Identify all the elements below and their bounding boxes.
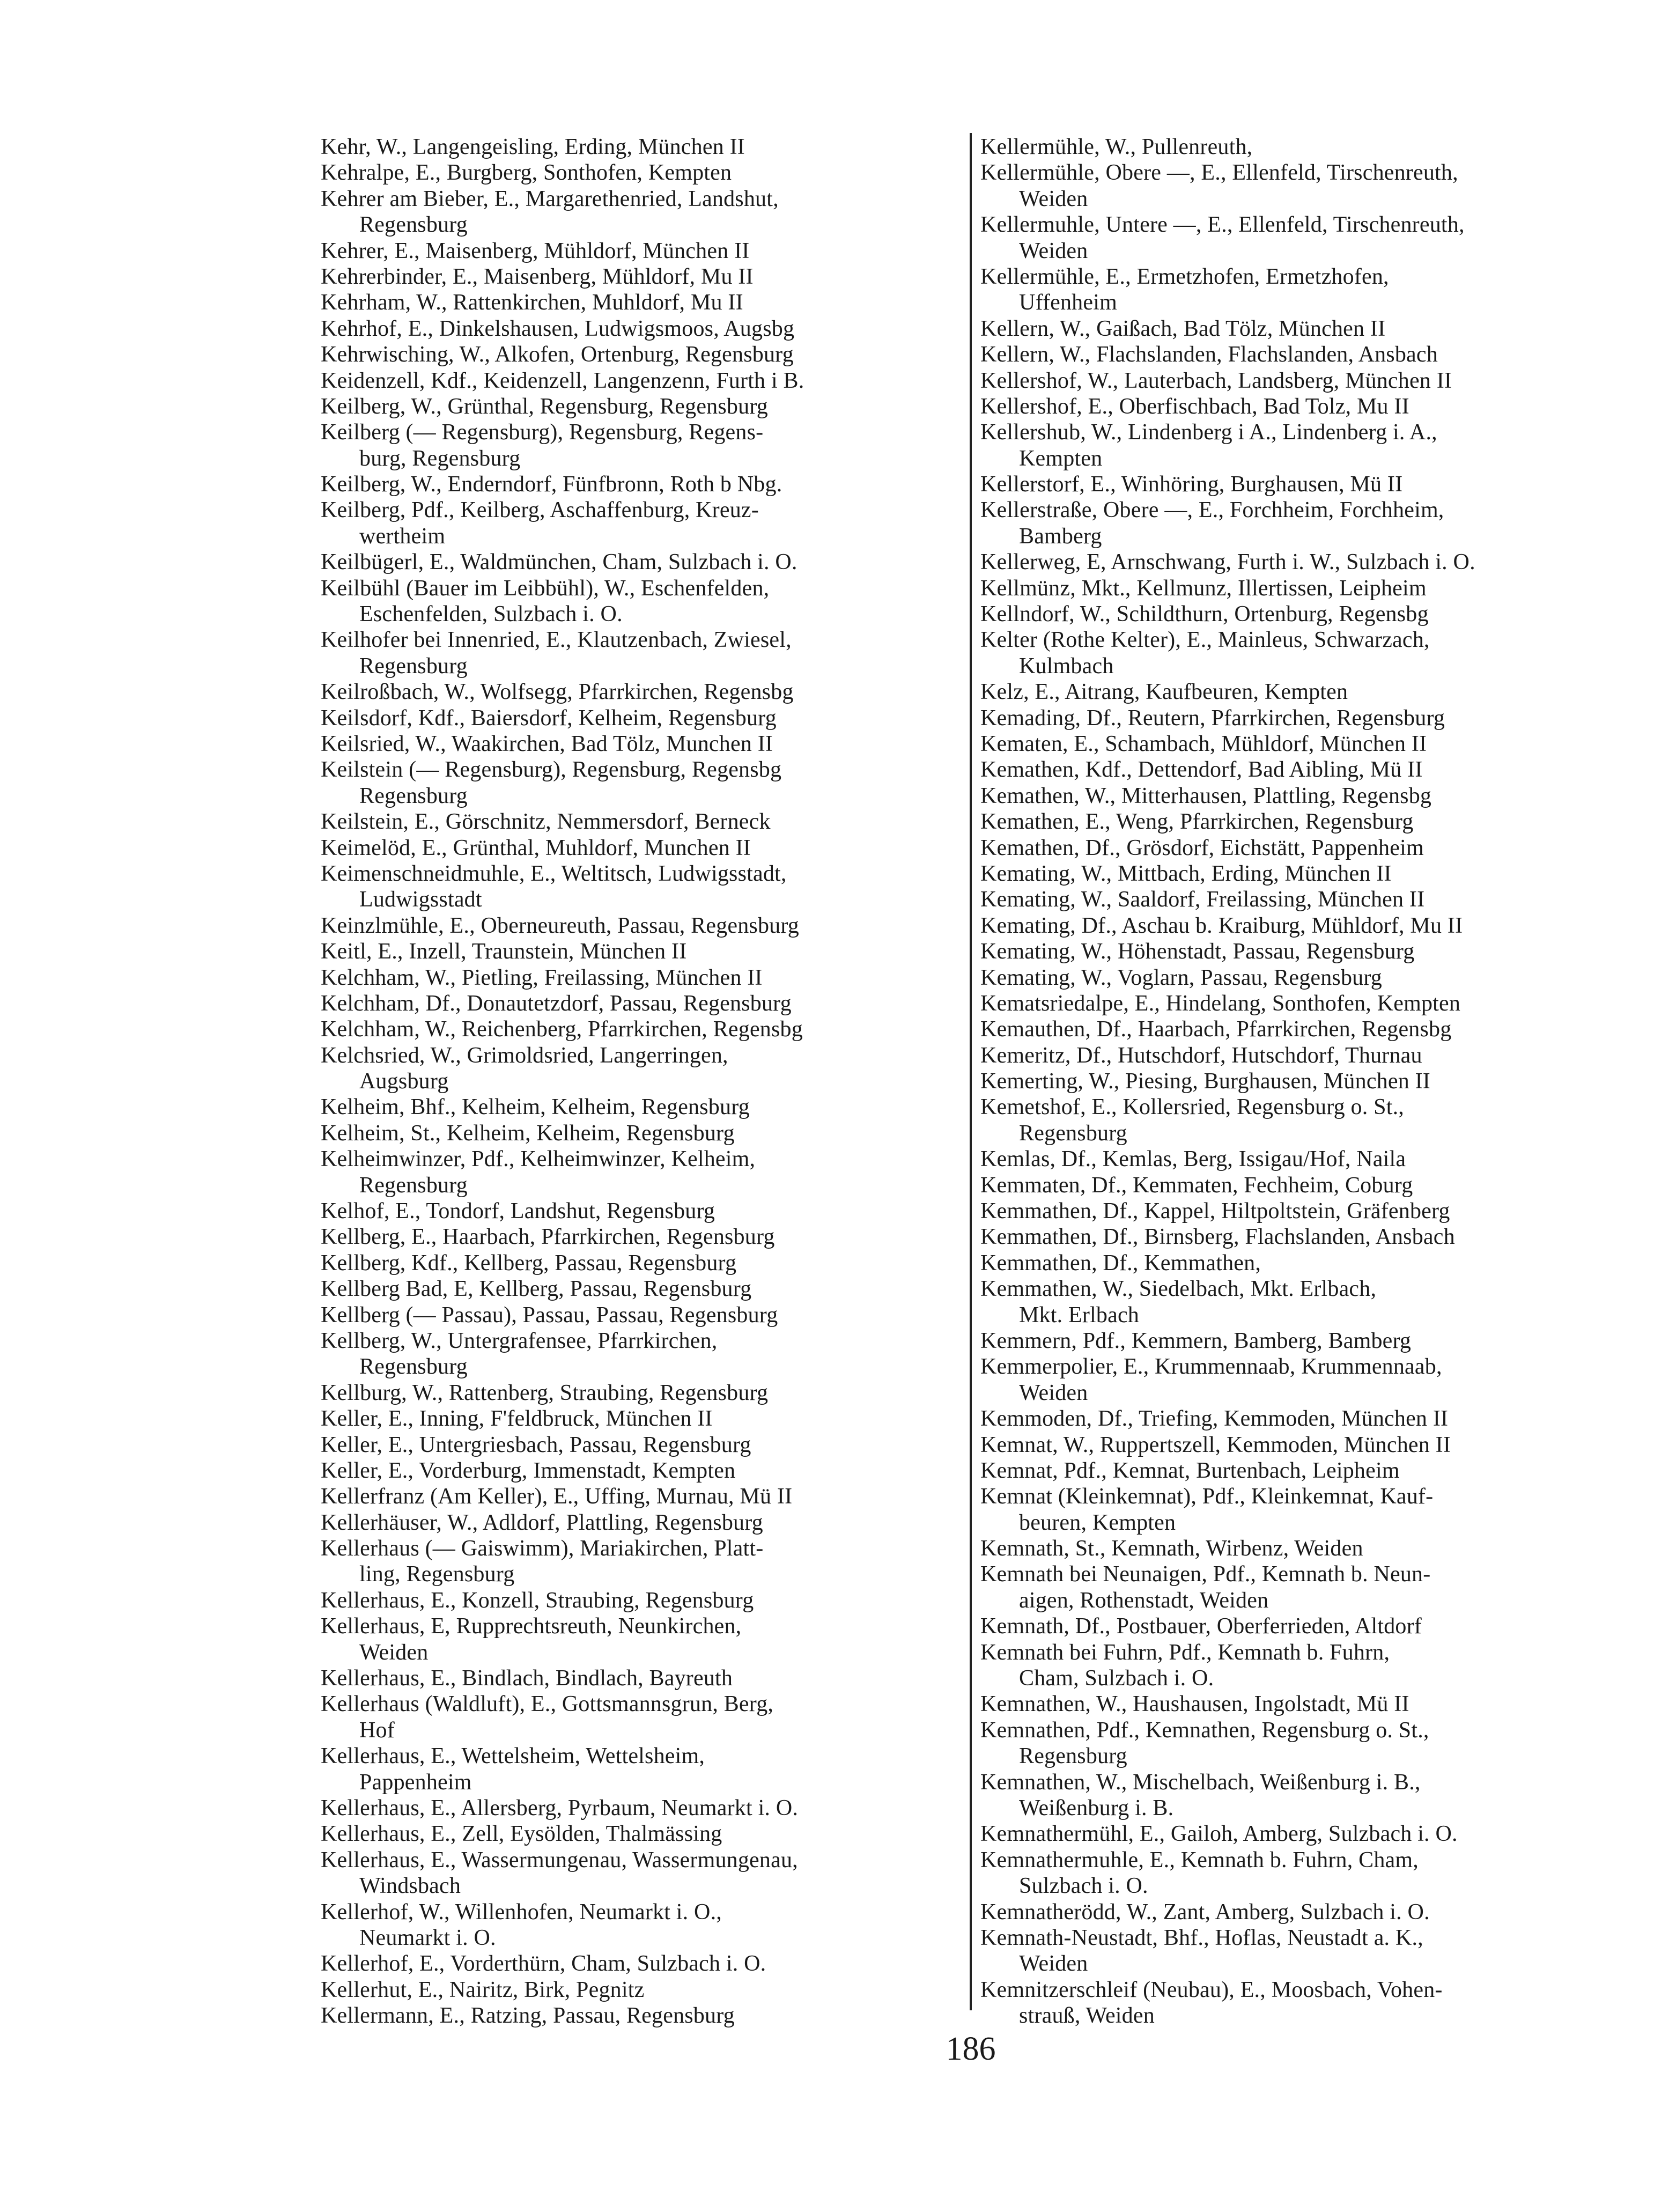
gazetteer-entry	[980, 1691, 1624, 1717]
entry-continuation-line: Regensburg	[359, 783, 468, 808]
entry-line: Kemmern, Pdf., Kemmern, Bamberg, Bamberg	[980, 1328, 1412, 1353]
gazetteer-entry	[321, 264, 964, 290]
gazetteer-entry	[321, 809, 964, 835]
entry-line: Keilberg, W., Enderndorf, Fünfbronn, Roth b Nbg.	[321, 472, 782, 497]
gazetteer-entry	[980, 471, 1624, 497]
gazetteer-entry	[980, 1276, 1624, 1328]
gazetteer-entry	[980, 1925, 1624, 1977]
gazetteer-entry	[980, 731, 1624, 757]
gazetteer-entry	[980, 1484, 1624, 1536]
entry-continuation-line: Weiden	[1019, 1380, 1088, 1405]
entry-line: Kemerting, W., Piesing, Burghausen, München II	[980, 1069, 1430, 1094]
entry-line: Keller, E., Vorderburg, Immenstadt, Kempten	[321, 1458, 736, 1483]
gazetteer-entry	[980, 1173, 1624, 1198]
gazetteer-entry	[321, 1146, 964, 1198]
gazetteer-entry	[980, 939, 1624, 964]
gazetteer-entry	[980, 1224, 1624, 1250]
gazetteer-entry	[980, 627, 1624, 679]
gazetteer-entry	[321, 1588, 964, 1613]
entry-line: Keilsried, W., Waakirchen, Bad Tölz, Munchen II	[321, 731, 773, 756]
gazetteer-entry	[321, 497, 964, 549]
gazetteer-entry	[321, 1536, 964, 1588]
gazetteer-entry	[980, 342, 1624, 367]
gazetteer-entry	[321, 705, 964, 731]
entry-line: Kemating, W., Saaldorf, Freilassing, München II	[980, 887, 1425, 912]
entry-continuation-line: Sulzbach i. O.	[1019, 1874, 1148, 1899]
entry-line: Keilberg, W., Grünthal, Regensburg, Regensburg	[321, 394, 768, 419]
gazetteer-entry	[321, 186, 964, 238]
entry-line: Kelchham, W., Reichenberg, Pfarrkirchen, Regensbg	[321, 1017, 803, 1042]
gazetteer-entry	[321, 627, 964, 679]
entry-line: Kellmünz, Mkt., Kellmunz, Illertissen, Leipheim	[980, 576, 1427, 601]
entry-line: Kellermühle, E., Ermetzhofen, Ermetzhofen,	[980, 264, 1389, 289]
entry-line: Kellermühle, W., Pullenreuth,	[980, 135, 1253, 159]
entry-line: Kellerhof, W., Willenhofen, Neumarkt i. O.,	[321, 1899, 722, 1925]
entry-line: Kellburg, W., Rattenberg, Straubing, Regensburg	[321, 1380, 769, 1405]
gazetteer-entry	[980, 1899, 1624, 1925]
entry-continuation-line: Mkt. Erlbach	[1019, 1302, 1140, 1328]
entry-line: Kellershof, E., Oberfischbach, Bad Tolz, Mu II	[980, 394, 1409, 419]
entry-continuation-line: Pappenheim	[359, 1769, 472, 1795]
entry-continuation-line: Regensburg	[359, 1354, 468, 1380]
gazetteer-entry	[980, 757, 1624, 783]
entry-line: Kemating, W., Mittbach, Erding, München II	[980, 861, 1392, 886]
entry-line: Kehrerbinder, E., Maisenberg, Mühldorf, Mu II	[321, 264, 754, 289]
entry-line: Keinzlmühle, E., Oberneureuth, Passau, Regensburg	[321, 913, 799, 938]
entry-line: Kellern, W., Flachslanden, Flachslanden, Ansbach	[980, 342, 1438, 367]
gazetteer-entry	[980, 991, 1624, 1016]
entry-line: Kemnatherödd, W., Zant, Amberg, Sulzbach i. O.	[980, 1899, 1430, 1925]
entry-line: Kemmathen, Df., Birnsberg, Flachslanden, Ansbach	[980, 1225, 1455, 1250]
entry-line: Kemnath, Df., Postbauer, Oberferrieden, Altdorf	[980, 1614, 1422, 1639]
entry-line: Kellermuhle, Untere —, E., Ellenfeld, Tirschenreuth,	[980, 212, 1465, 238]
entry-line: Keilsdorf, Kdf., Baiersdorf, Kelheim, Regensburg	[321, 705, 777, 731]
entry-line: Kematsriedalpe, E., Hindelang, Sonthofen, Kempten	[980, 991, 1461, 1016]
entry-line: Kellerhaus, E., Wettelsheim, Wettelsheim,	[321, 1744, 705, 1769]
gazetteer-entry	[321, 134, 964, 160]
entry-line: Kehrhof, E., Dinkelshausen, Ludwigsmoos, Augsbg	[321, 316, 795, 341]
entry-line: Kemlas, Df., Kemlas, Berg, Issigau/Hof, Naila	[980, 1147, 1406, 1172]
entry-continuation-line: Bamberg	[1019, 523, 1102, 549]
gazetteer-entry	[980, 1640, 1624, 1692]
entry-continuation-line: Augsburg	[359, 1069, 449, 1094]
gazetteer-entry	[980, 1094, 1624, 1146]
gazetteer-entry	[321, 1406, 964, 1432]
gazetteer-entry	[980, 1354, 1624, 1406]
entry-line: Kelchham, W., Pietling, Freilassing, München II	[321, 965, 763, 990]
entry-line: Kemnath-Neustadt, Bhf., Hoflas, Neustadt a. K.,	[980, 1925, 1423, 1950]
gazetteer-entry	[321, 549, 964, 575]
gazetteer-entry	[321, 238, 964, 264]
gazetteer-entry	[980, 1977, 1624, 2029]
entry-line: Kemeritz, Df., Hutschdorf, Hutschdorf, Thurnau	[980, 1043, 1422, 1068]
gazetteer-entry	[980, 549, 1624, 575]
entry-continuation-line: strauß, Weiden	[1019, 2003, 1155, 2029]
gazetteer-entry	[980, 1613, 1624, 1639]
gazetteer-entry	[321, 1432, 964, 1458]
gazetteer-entry	[980, 1250, 1624, 1276]
entry-line: Kellerhaus, E, Rupprechtsreuth, Neunkirchen,	[321, 1614, 742, 1639]
entry-line: Kemnath bei Neunaigen, Pdf., Kemnath b. Neun-	[980, 1562, 1431, 1587]
entry-line: Kehralpe, E., Burgberg, Sonthofen, Kempten	[321, 160, 732, 186]
gazetteer-entry	[980, 497, 1624, 549]
gazetteer-entry	[980, 913, 1624, 939]
gazetteer-entry	[980, 809, 1624, 835]
entry-line: Kelchham, Df., Donautetzdorf, Passau, Regensburg	[321, 991, 792, 1016]
gazetteer-entry	[321, 1224, 964, 1250]
gazetteer-entry	[321, 1380, 964, 1406]
entry-line: Kemauthen, Df., Haarbach, Pfarrkirchen, Regensbg	[980, 1017, 1452, 1042]
gazetteer-entry	[321, 1094, 964, 1120]
page-number: 186	[946, 2031, 996, 2067]
gazetteer-entry	[321, 835, 964, 861]
entry-line: Kemmathen, W., Siedelbach, Mkt. Erlbach,	[980, 1277, 1377, 1302]
gazetteer-entry	[321, 290, 964, 315]
entry-continuation-line: ling, Regensburg	[359, 1562, 515, 1587]
entry-continuation-line: Hof	[359, 1717, 395, 1743]
entry-line: Kellerhaus, E., Allersberg, Pyrbaum, Neumarkt i. O.	[321, 1796, 799, 1820]
entry-line: Keimenschneidmuhle, E., Weltitsch, Ludwigsstadt,	[321, 861, 787, 886]
gazetteer-entry	[980, 1328, 1624, 1354]
entry-line: Kemnat, W., Ruppertszell, Kemmoden, München II	[980, 1432, 1451, 1457]
entry-line: Kelhof, E., Tondorf, Landshut, Regensburg	[321, 1199, 715, 1224]
entry-continuation-line: Weiden	[359, 1640, 429, 1665]
gazetteer-entry	[980, 1536, 1624, 1561]
gazetteer-entry	[321, 1328, 964, 1380]
gazetteer-entry	[321, 1743, 964, 1795]
gazetteer-entry	[980, 1717, 1624, 1769]
gazetteer-entry	[321, 965, 964, 991]
gazetteer-entry	[321, 1795, 964, 1821]
entry-line: Kelheim, St., Kelheim, Kelheim, Regensburg	[321, 1120, 735, 1146]
gazetteer-entry	[321, 1250, 964, 1276]
entry-line: Keller, E., Untergriesbach, Passau, Regensburg	[321, 1432, 751, 1457]
entry-line: Kellermühle, Obere —, E., Ellenfeld, Tirschenreuth,	[980, 160, 1458, 186]
gazetteer-entry	[980, 835, 1624, 861]
gazetteer-entry	[321, 1276, 964, 1302]
entry-continuation-line: Eschenfelden, Sulzbach i. O.	[359, 602, 623, 627]
entry-line: Kemating, W., Voglarn, Passau, Regensburg	[980, 965, 1383, 990]
gazetteer-entry	[321, 1977, 964, 2003]
entry-line: Kemathen, Df., Grösdorf, Eichstätt, Pappenheim	[980, 835, 1424, 860]
entry-line: Kellerstorf, E., Winhöring, Burghausen, Mü II	[980, 472, 1403, 497]
entry-continuation-line: Regensburg	[359, 1173, 468, 1198]
entry-line: Kehrer am Bieber, E., Margarethenried, Landshut,	[321, 186, 779, 211]
entry-line: Kemmaten, Df., Kemmaten, Fechheim, Coburg	[980, 1173, 1413, 1198]
gazetteer-entry	[321, 861, 964, 913]
entry-line: Kehrham, W., Rattenkirchen, Muhldorf, Mu II	[321, 290, 743, 315]
gazetteer-entry	[980, 1043, 1624, 1068]
entry-line: Keilstein, E., Görschnitz, Nemmersdorf, Berneck	[321, 809, 771, 835]
entry-line: Kellerweg, E, Arnschwang, Furth i. W., Sulzbach i. O.	[980, 550, 1475, 575]
gazetteer-entry	[321, 1613, 964, 1665]
entry-line: Kellerstraße, Obere —, E., Forchheim, Forchheim,	[980, 498, 1444, 523]
gazetteer-entry	[980, 861, 1624, 887]
gazetteer-entry	[980, 1016, 1624, 1042]
gazetteer-entry	[980, 965, 1624, 991]
gazetteer-entry	[980, 1821, 1624, 1847]
gazetteer-entry	[980, 783, 1624, 809]
entry-line: Kemmerpolier, E., Krummennaab, Krummennaab,	[980, 1354, 1442, 1380]
gazetteer-entry	[980, 160, 1624, 212]
entry-line: Keilroßbach, W., Wolfsegg, Pfarrkirchen, Regensbg	[321, 680, 794, 705]
gazetteer-entry	[321, 1302, 964, 1328]
entry-line: Kellberg Bad, E, Kellberg, Passau, Regensburg	[321, 1277, 752, 1302]
entry-continuation-line: Weiden	[1019, 238, 1088, 263]
entry-line: Kelz, E., Aitrang, Kaufbeuren, Kempten	[980, 680, 1348, 705]
entry-continuation-line: beuren, Kempten	[1019, 1510, 1176, 1535]
entry-line: Kellberg, E., Haarbach, Pfarrkirchen, Regensburg	[321, 1225, 775, 1250]
gazetteer-entry	[321, 368, 964, 394]
entry-line: Keilbühl (Bauer im Leibbühl), W., Eschenfelden,	[321, 576, 770, 601]
gazetteer-entry	[980, 887, 1624, 912]
entry-continuation-line: Regensburg	[359, 212, 468, 238]
entry-line: Kematen, E., Schambach, Mühldorf, München II	[980, 731, 1427, 756]
gazetteer-entry	[321, 939, 964, 964]
entry-line: Kellern, W., Gaißach, Bad Tölz, München II	[980, 316, 1386, 341]
gazetteer-entry	[321, 1821, 964, 1847]
gazetteer-entry	[980, 601, 1624, 627]
entry-continuation-line: aigen, Rothenstadt, Weiden	[1019, 1588, 1269, 1613]
entry-line: Keilbügerl, E., Waldmünchen, Cham, Sulzbach i. O.	[321, 550, 798, 575]
gazetteer-entry	[321, 316, 964, 342]
entry-line: Keller, E., Inning, F'feldbruck, München II	[321, 1406, 713, 1432]
entry-line: Kemathen, Kdf., Dettendorf, Bad Aibling, Mü II	[980, 757, 1423, 783]
entry-line: Kemnathen, Pdf., Kemnathen, Regensburg o. St.,	[980, 1717, 1429, 1743]
gazetteer-entry	[980, 134, 1624, 160]
entry-continuation-line: burg, Regensburg	[359, 446, 521, 471]
entry-line: Kelheimwinzer, Pdf., Kelheimwinzer, Kelheim,	[321, 1147, 756, 1172]
entry-line: Keimelöd, E., Grünthal, Muhldorf, Munchen II	[321, 835, 751, 860]
gazetteer-entry	[321, 1043, 964, 1095]
gazetteer-entry	[321, 991, 964, 1016]
entry-continuation-line: Regensburg	[359, 653, 468, 679]
entry-continuation-line: Weißenburg i. B.	[1019, 1796, 1174, 1820]
column-divider	[970, 133, 972, 2010]
gazetteer-entry	[321, 576, 964, 628]
gazetteer-entry	[321, 1691, 964, 1743]
gazetteer-entry	[321, 1847, 964, 1899]
gazetteer-entry	[321, 471, 964, 497]
gazetteer-entry	[321, 394, 964, 419]
entry-line: Kemetshof, E., Kollersried, Regensburg o. St.,	[980, 1095, 1404, 1120]
entry-line: Kellerhaus, E., Bindlach, Bindlach, Bayreuth	[321, 1666, 733, 1691]
gazetteer-entry	[321, 1510, 964, 1536]
entry-continuation-line: Cham, Sulzbach i. O.	[1019, 1666, 1214, 1691]
entry-continuation-line: Kulmbach	[1019, 653, 1114, 679]
gazetteer-entry	[980, 1432, 1624, 1458]
entry-line: Kellerfranz (Am Keller), E., Uffing, Murnau, Mü II	[321, 1484, 793, 1509]
entry-line: Kemathen, W., Mitterhausen, Plattling, Regensbg	[980, 783, 1432, 808]
entry-line: Kellndorf, W., Schildthurn, Ortenburg, Regensbg	[980, 602, 1429, 627]
entry-continuation-line: Kempten	[1019, 446, 1103, 471]
entry-line: Kemnath bei Fuhrn, Pdf., Kemnath b. Fuhrn,	[980, 1640, 1390, 1665]
entry-line: Kemnathermuhle, E., Kemnath b. Fuhrn, Cham,	[980, 1847, 1419, 1872]
entry-line: Kemmathen, Df., Kappel, Hiltpoltstein, Gräfenberg	[980, 1199, 1450, 1224]
entry-line: Kellerhof, E., Vorderthürn, Cham, Sulzbach i. O.	[321, 1951, 766, 1977]
entry-line: Kellerhaus, E., Konzell, Straubing, Regensburg	[321, 1588, 754, 1613]
gazetteer-entry	[980, 679, 1624, 705]
entry-line: Kellerhaus, E., Zell, Eysölden, Thalmässing	[321, 1822, 722, 1847]
entry-continuation-line: Ludwigsstadt	[359, 887, 482, 912]
entry-line: Kemmathen, Df., Kemmathen,	[980, 1250, 1261, 1275]
entry-line: Kemnat (Kleinkemnat), Pdf., Kleinkemnat, Kauf-	[980, 1484, 1434, 1509]
entry-continuation-line: Windsbach	[359, 1874, 461, 1899]
gazetteer-entry	[980, 368, 1624, 394]
entry-line: Kellermann, E., Ratzing, Passau, Regensburg	[321, 2003, 735, 2029]
gazetteer-entry	[980, 212, 1624, 264]
entry-line: Kellberg, W., Untergrafensee, Pfarrkirchen,	[321, 1328, 718, 1353]
entry-line: Kemating, W., Höhenstadt, Passau, Regensburg	[980, 939, 1415, 964]
entry-line: Kemading, Df., Reutern, Pfarrkirchen, Regensburg	[980, 705, 1445, 731]
gazetteer-entry	[321, 1665, 964, 1691]
entry-line: Keilhofer bei Innenried, E., Klautzenbach, Zwiesel,	[321, 628, 792, 653]
entry-line: Kellerhaus (— Gaiswimm), Mariakirchen, Platt-	[321, 1536, 764, 1561]
gazetteer-entry	[980, 1198, 1624, 1224]
entry-continuation-line: Weiden	[1019, 186, 1088, 211]
gazetteer-entry	[980, 1847, 1624, 1899]
gazetteer-entry	[980, 264, 1624, 316]
entry-line: Kemating, Df., Aschau b. Kraiburg, Mühldorf, Mu II	[980, 913, 1463, 938]
gazetteer-entry	[980, 705, 1624, 731]
entry-continuation-line: Neumarkt i. O.	[359, 1925, 496, 1950]
gazetteer-entry	[321, 1458, 964, 1484]
entry-line: Kemnathen, W., Mischelbach, Weißenburg i. B.,	[980, 1769, 1421, 1795]
gazetteer-entry	[980, 1561, 1624, 1613]
entry-line: Kellerhut, E., Nairitz, Birk, Pegnitz	[321, 1977, 645, 2002]
entry-line: Kellerhaus, E., Wassermungenau, Wassermungenau,	[321, 1847, 798, 1872]
entry-line: Kelter (Rothe Kelter), E., Mainleus, Schwarzach,	[980, 628, 1430, 653]
gazetteer-entry	[321, 757, 964, 809]
entry-line: Kellerhaus (Waldluft), E., Gottsmannsgrun, Berg,	[321, 1692, 774, 1717]
gazetteer-entry	[980, 1458, 1624, 1484]
entry-line: Keidenzell, Kdf., Keidenzell, Langenzenn, Furth i B.	[321, 368, 804, 393]
gazetteer-entry	[321, 731, 964, 757]
entry-continuation-line: Regensburg	[1019, 1120, 1127, 1146]
entry-continuation-line: Uffenheim	[1019, 290, 1117, 315]
entry-line: Kehrwisching, W., Alkofen, Ortenburg, Regensburg	[321, 342, 794, 367]
gazetteer-entry	[321, 2003, 964, 2029]
entry-line: Kemathen, E., Weng, Pfarrkirchen, Regensburg	[980, 809, 1414, 835]
gazetteer-entry	[980, 576, 1624, 601]
gazetteer-entry	[321, 419, 964, 471]
entry-continuation-line: Regensburg	[1019, 1744, 1127, 1769]
entry-continuation-line: Weiden	[1019, 1951, 1088, 1977]
entry-line: Kellberg (— Passau), Passau, Passau, Regensburg	[321, 1302, 778, 1328]
entry-line: Kemnitzerschleif (Neubau), E., Moosbach, Vohen-	[980, 1977, 1443, 2002]
entry-line: Kehrer, E., Maisenberg, Mühldorf, München II	[321, 238, 750, 263]
left-column	[321, 134, 964, 2029]
entry-line: Kelheim, Bhf., Kelheim, Kelheim, Regensburg	[321, 1095, 750, 1120]
entry-line: Kellberg, Kdf., Kellberg, Passau, Regensburg	[321, 1250, 737, 1275]
gazetteer-entry	[321, 1899, 964, 1951]
gazetteer-entry	[321, 1120, 964, 1146]
gazetteer-entry	[980, 1406, 1624, 1432]
entry-line: Kehr, W., Langengeisling, Erding, München II	[321, 135, 745, 159]
gazetteer-entry	[321, 913, 964, 939]
gazetteer-entry	[321, 160, 964, 186]
gazetteer-entry	[321, 1951, 964, 1977]
gazetteer-entry	[980, 1769, 1624, 1822]
entry-line: Keilberg, Pdf., Keilberg, Aschaffenburg, Kreuz-	[321, 498, 759, 523]
gazetteer-entry	[321, 342, 964, 367]
gazetteer-entry	[321, 1484, 964, 1509]
right-column	[980, 134, 1624, 2029]
entry-line: Kemnat, Pdf., Kemnat, Burtenbach, Leipheim	[980, 1458, 1400, 1483]
entry-line: Kemnathen, W., Haushausen, Ingolstadt, Mü II	[980, 1692, 1409, 1717]
gazetteer-entry	[980, 1146, 1624, 1172]
gazetteer-entry	[321, 679, 964, 705]
entry-line: Kemnathermühl, E., Gailoh, Amberg, Sulzbach i. O.	[980, 1822, 1458, 1847]
gazetteer-entry	[321, 1198, 964, 1224]
entry-line: Keitl, E., Inzell, Traunstein, München II	[321, 939, 687, 964]
entry-line: Kemmoden, Df., Triefing, Kemmoden, München II	[980, 1406, 1449, 1432]
gazetteer-entry	[980, 1068, 1624, 1094]
entry-line: Kellershub, W., Lindenberg i A., Lindenberg i. A.,	[980, 420, 1437, 445]
entry-line: Kelchsried, W., Grimoldsried, Langerringen,	[321, 1043, 728, 1068]
entry-line: Keilberg (— Regensburg), Regensburg, Regens-	[321, 420, 764, 445]
entry-line: Kemnath, St., Kemnath, Wirbenz, Weiden	[980, 1536, 1363, 1561]
gazetteer-entry	[980, 394, 1624, 419]
entry-line: Kellershof, W., Lauterbach, Landsberg, München II	[980, 368, 1452, 393]
entry-line: Kellerhäuser, W., Adldorf, Plattling, Regensburg	[321, 1510, 763, 1535]
entry-line: Keilstein (— Regensburg), Regensburg, Regensbg	[321, 757, 782, 783]
gazetteer-entry	[321, 1016, 964, 1042]
gazetteer-entry	[980, 419, 1624, 471]
gazetteer-entry	[980, 316, 1624, 342]
entry-continuation-line: wertheim	[359, 523, 446, 549]
